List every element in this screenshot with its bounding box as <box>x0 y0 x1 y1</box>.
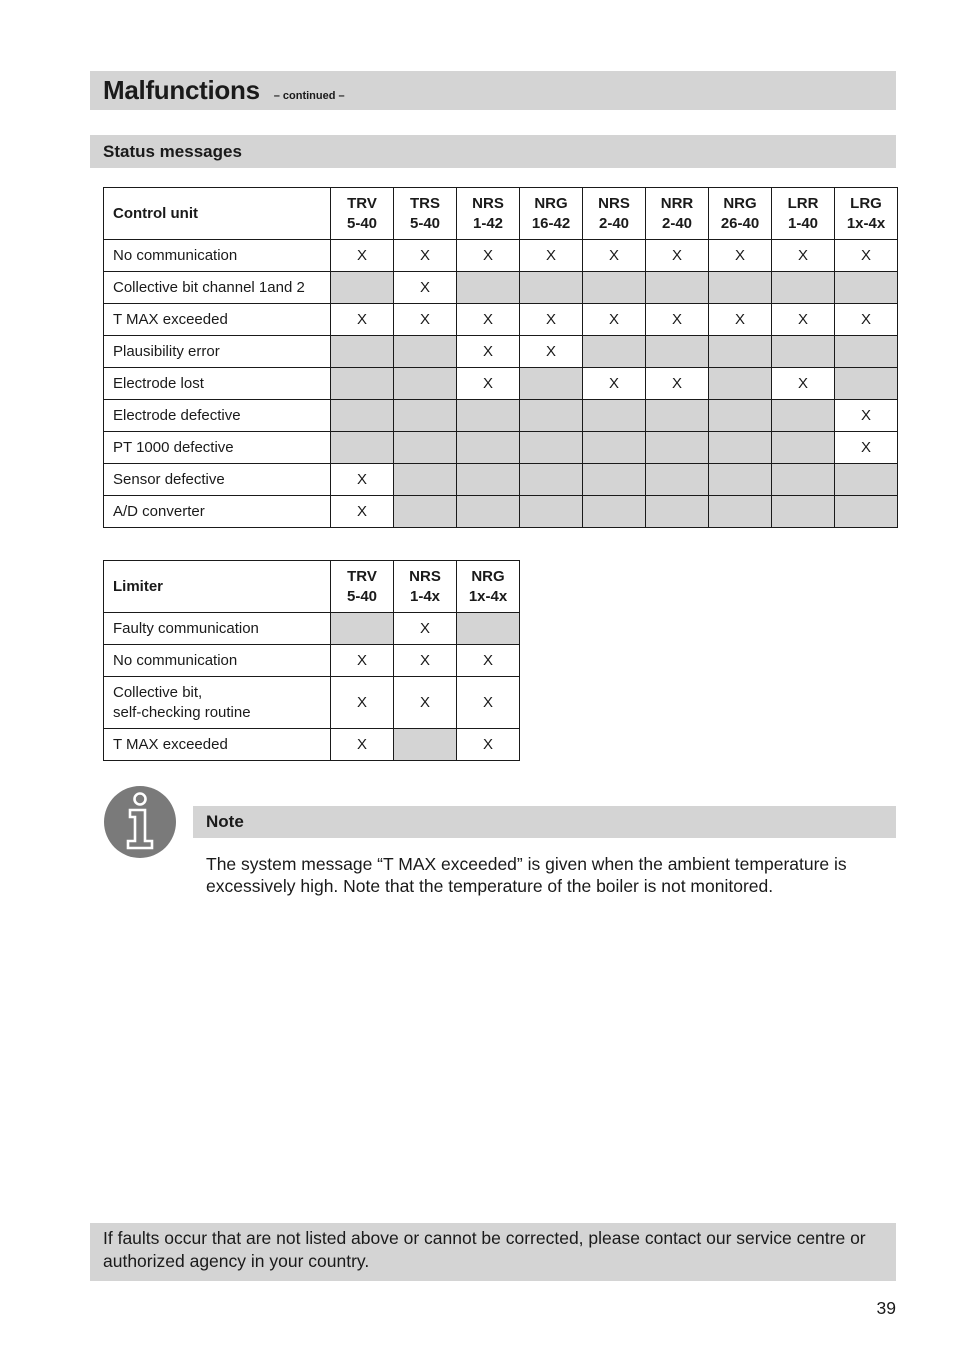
table-cell <box>583 464 646 496</box>
note-title: Note <box>193 806 896 838</box>
table-row <box>104 368 898 400</box>
control-column-header <box>331 188 394 240</box>
table-row <box>104 400 898 432</box>
table-cell: X <box>457 304 520 336</box>
table-cell <box>520 464 583 496</box>
table-row <box>104 272 898 304</box>
table-cell <box>646 336 709 368</box>
table-row <box>104 240 898 272</box>
info-icon <box>104 786 176 858</box>
table-cell <box>835 336 898 368</box>
table-cell <box>709 464 772 496</box>
table-cell <box>835 368 898 400</box>
table-cell <box>394 496 457 528</box>
row-label <box>104 677 331 729</box>
page-title: Malfunctions <box>103 75 260 105</box>
table-cell <box>835 464 898 496</box>
table-cell: X <box>457 729 520 761</box>
table-cell: X <box>772 240 835 272</box>
table-cell <box>457 432 520 464</box>
table-cell <box>520 368 583 400</box>
column-header-line: 1-40 <box>787 214 819 232</box>
footer-note: If faults occur that are not listed above or cannot be corrected, please contact our service centre or authorized agency in your country. <box>90 1223 896 1281</box>
table-cell: X <box>520 336 583 368</box>
table-cell: X <box>583 304 646 336</box>
column-header-line: 5-40 <box>346 587 378 605</box>
table-cell <box>646 464 709 496</box>
row-label: A/D converter <box>104 496 331 528</box>
table-cell <box>583 432 646 464</box>
control-column-header <box>583 188 646 240</box>
table-cell <box>520 496 583 528</box>
table-cell <box>394 336 457 368</box>
table-cell: X <box>646 240 709 272</box>
table-cell <box>331 400 394 432</box>
column-header-line: 16-42 <box>531 214 571 232</box>
table-cell: X <box>457 368 520 400</box>
table-cell <box>772 432 835 464</box>
table-cell: X <box>835 240 898 272</box>
table-cell <box>394 400 457 432</box>
row-label <box>104 645 331 677</box>
column-header-line: 26-40 <box>720 214 760 232</box>
row-label <box>104 613 331 645</box>
column-header-line: 2-40 <box>661 214 693 232</box>
table-cell: X <box>394 240 457 272</box>
row-label-line: self-checking routine <box>113 703 251 721</box>
table-row <box>104 336 898 368</box>
table-cell <box>646 432 709 464</box>
column-header-line: NRG <box>534 194 568 212</box>
table-row <box>104 645 520 677</box>
column-header-line: NRS <box>409 567 441 585</box>
limiter-label-header: Limiter <box>104 561 331 613</box>
row-label: Sensor defective <box>104 464 331 496</box>
table-row <box>104 677 520 729</box>
table-cell: X <box>646 368 709 400</box>
column-header-line: LRG <box>850 194 882 212</box>
table-cell <box>394 432 457 464</box>
table-cell: X <box>457 677 520 729</box>
control-column-header <box>394 188 457 240</box>
control-column-header <box>835 188 898 240</box>
control-unit-table <box>103 187 898 528</box>
column-header-line: 5-40 <box>409 214 441 232</box>
table-cell: X <box>394 645 457 677</box>
table-cell: X <box>331 240 394 272</box>
table-cell: X <box>835 432 898 464</box>
column-header-line: 1x-4x <box>468 587 508 605</box>
column-header-line: NRS <box>598 194 630 212</box>
table-cell: X <box>772 304 835 336</box>
column-header-line: 2-40 <box>598 214 630 232</box>
table-row <box>104 464 898 496</box>
table-cell <box>520 272 583 304</box>
control-column-header <box>646 188 709 240</box>
table-cell <box>646 400 709 432</box>
table-cell: X <box>520 240 583 272</box>
column-header-line: 1x-4x <box>846 214 886 232</box>
table-row <box>104 496 898 528</box>
page-number: 39 <box>876 1298 896 1318</box>
row-label: Collective bit channel 1and 2 <box>104 272 331 304</box>
limiter-column-header <box>394 561 457 613</box>
table-cell <box>394 368 457 400</box>
table-cell <box>583 496 646 528</box>
row-label-line: T MAX exceeded <box>113 736 228 753</box>
table-cell: X <box>331 645 394 677</box>
table-cell <box>331 272 394 304</box>
table-cell: X <box>646 304 709 336</box>
row-label-line: No communication <box>113 652 238 669</box>
limiter-column-header <box>331 561 394 613</box>
column-header-line: 5-40 <box>346 214 378 232</box>
table-cell: X <box>331 677 394 729</box>
table-cell <box>772 272 835 304</box>
column-header-line: TRV <box>347 567 377 585</box>
row-label: T MAX exceeded <box>104 304 331 336</box>
table-cell <box>583 272 646 304</box>
limiter-table <box>103 560 520 761</box>
column-header-line: TRS <box>410 194 440 212</box>
table-cell <box>394 464 457 496</box>
row-label: PT 1000 defective <box>104 432 331 464</box>
row-label-line: Faulty communication <box>113 620 259 637</box>
table-row <box>104 613 520 645</box>
table-cell: X <box>835 304 898 336</box>
table-cell <box>520 400 583 432</box>
table-cell: X <box>583 368 646 400</box>
table-cell: X <box>835 400 898 432</box>
table-cell: X <box>394 272 457 304</box>
row-label: Electrode defective <box>104 400 331 432</box>
table-cell: X <box>520 304 583 336</box>
column-header-line: 1-4x <box>409 587 441 605</box>
table-cell <box>394 729 457 761</box>
table-cell <box>646 496 709 528</box>
table-cell <box>709 496 772 528</box>
control-column-header <box>709 188 772 240</box>
table-cell <box>772 464 835 496</box>
table-cell <box>457 464 520 496</box>
page-subtitle: – continued – <box>273 90 345 102</box>
table-cell <box>331 613 394 645</box>
control-column-header <box>772 188 835 240</box>
table-cell <box>520 432 583 464</box>
table-cell <box>331 336 394 368</box>
control-label-header: Control unit <box>104 188 331 240</box>
table-cell <box>457 400 520 432</box>
table-cell <box>772 400 835 432</box>
table-cell: X <box>394 613 457 645</box>
table-cell <box>835 496 898 528</box>
table-cell <box>709 432 772 464</box>
table-cell: X <box>709 240 772 272</box>
row-label-line: Collective bit, <box>113 683 203 701</box>
table-cell <box>709 272 772 304</box>
column-header-line: NRR <box>660 194 694 212</box>
row-label <box>104 729 331 761</box>
row-label: Electrode lost <box>104 368 331 400</box>
table-cell: X <box>394 677 457 729</box>
table-cell: X <box>709 304 772 336</box>
table-cell <box>646 272 709 304</box>
control-column-header <box>457 188 520 240</box>
limiter-column-header <box>457 561 520 613</box>
section-title: Status messages <box>90 135 896 168</box>
table-cell <box>331 432 394 464</box>
table-cell <box>772 496 835 528</box>
column-header-line: NRG <box>471 567 505 585</box>
table-cell: X <box>331 729 394 761</box>
table-cell: X <box>457 336 520 368</box>
table-row <box>104 729 520 761</box>
column-header-line: NRS <box>472 194 504 212</box>
column-header-line: LRR <box>787 194 819 212</box>
table-cell <box>583 336 646 368</box>
row-label: No communication <box>104 240 331 272</box>
control-column-header <box>520 188 583 240</box>
table-cell: X <box>583 240 646 272</box>
table-row <box>104 304 898 336</box>
table-cell <box>709 368 772 400</box>
table-cell <box>457 613 520 645</box>
table-cell: X <box>457 645 520 677</box>
table-cell <box>772 336 835 368</box>
table-cell <box>457 272 520 304</box>
table-cell: X <box>772 368 835 400</box>
table-row <box>104 432 898 464</box>
table-cell: X <box>394 304 457 336</box>
table-cell <box>709 400 772 432</box>
column-header-line: TRV <box>347 194 377 212</box>
table-cell <box>583 400 646 432</box>
table-cell: X <box>331 464 394 496</box>
table-cell <box>709 336 772 368</box>
table-cell <box>457 496 520 528</box>
table-cell <box>835 272 898 304</box>
column-header-line: 1-42 <box>472 214 504 232</box>
title-banner <box>90 71 896 110</box>
table-cell: X <box>331 304 394 336</box>
row-label: Plausibility error <box>104 336 331 368</box>
table-cell: X <box>331 496 394 528</box>
table-cell: X <box>457 240 520 272</box>
note-text: The system message “T MAX exceeded” is given when the ambient temperature is excessively high. Note that the temperature of the boiler is not monitored. <box>206 854 847 896</box>
table-cell <box>331 368 394 400</box>
column-header-line: NRG <box>723 194 757 212</box>
